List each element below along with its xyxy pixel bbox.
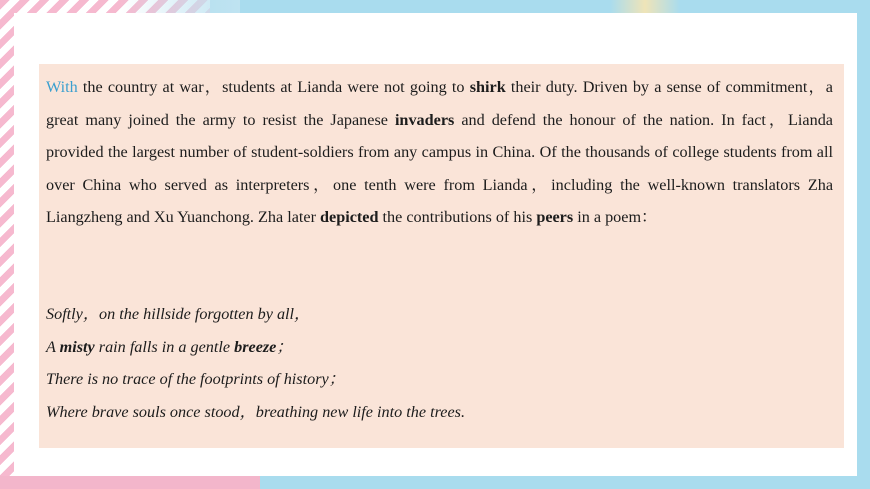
vocab-word-misty: misty [59, 337, 95, 356]
passage-text: and defend the honour of the nation. In fact，Lianda provided the largest number of student-soldiers from any campus in China. Of the thousands of college students from all over China who served as interpreters，one tenth were from Lianda，including the well-known translators Zha Liangzheng and Xu Yuanchong. Zha later [46, 110, 833, 227]
poem-text: Where brave souls once stood，breathing new life into the trees. [46, 402, 466, 421]
vocab-word-peers: peers [536, 208, 574, 227]
poem [46, 298, 833, 428]
poem-text: rain falls in a gentle [94, 337, 235, 356]
vocab-word-invaders: invaders [394, 110, 455, 129]
passage-paragraph [46, 71, 833, 234]
passage-text: the contributions of his [378, 208, 537, 227]
poem-line-4 [46, 396, 833, 429]
vocab-word-shirk: shirk [469, 78, 506, 96]
passage-text: their duty. Driven by a sense of commitment，a great many joined the army to resist the Japanese [46, 78, 833, 129]
passage-text: in a poem： [573, 208, 658, 227]
poem-line-3 [46, 363, 833, 396]
poem-line-2 [46, 331, 833, 364]
passage-lead-word: With [46, 78, 78, 96]
poem-text: A [46, 337, 60, 356]
text-panel [39, 64, 844, 448]
vocab-word-depicted: depicted [320, 208, 379, 227]
decorative-pink-band [0, 476, 260, 489]
poem-text: There is no trace of the footprints of history； [46, 370, 345, 389]
decorative-stripe-fade [120, 0, 240, 14]
poem-line-1 [46, 298, 833, 331]
poem-text: Softly，on the hillside forgotten by all， [46, 305, 311, 323]
vocab-word-breeze: breeze [234, 337, 277, 356]
passage-text: the country at war，students at Lianda were not going to [77, 78, 470, 96]
decorative-yellow-accent [610, 0, 680, 14]
poem-text: ； [276, 337, 293, 356]
